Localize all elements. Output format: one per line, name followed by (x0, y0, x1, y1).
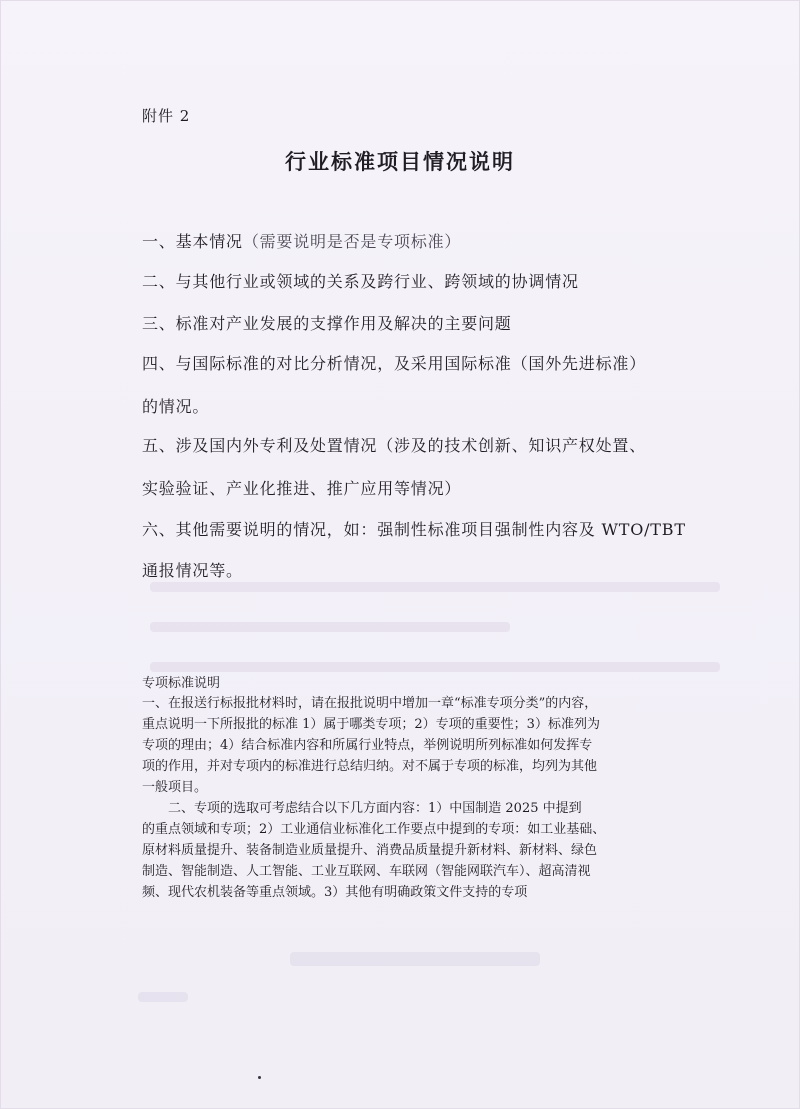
section-other-line-1: 六、其他需要说明的情况，如：强制性标准项目强制性内容及 WTO/TBT (142, 520, 686, 539)
notes-paragraph-1 (142, 693, 682, 798)
note-line: 专项的理由；4）结合标准内容和所属行业特点，举例说明所列标准如何发挥专 (142, 738, 593, 753)
section-label: 一、基本情况 (142, 232, 243, 251)
show-through-line (150, 662, 720, 672)
show-through-line (150, 582, 720, 592)
note-line: 项的作用，并对专项内的标准进行总结归纳。对不属于专项的标准，均列为其他 (142, 759, 598, 774)
section-note: （需要说明是否是专项标准） (242, 232, 462, 251)
section-basic-info (142, 232, 702, 252)
show-through-line (150, 622, 510, 632)
section-international-line-1: 四、与国际标准的对比分析情况，及采用国际标准（国外先进标准） (142, 354, 647, 373)
section-patents-line-1: 五、涉及国内外专利及处置情况（涉及的技术创新、知识产权处置、 (142, 436, 647, 455)
note-line: 重点说明一下所报批的标准 1）属于哪类专项；2）专项的重要性；3）标准列为 (142, 717, 600, 732)
section-relations: 二、与其他行业或领域的关系及跨行业、跨领域的协调情况 (142, 272, 579, 291)
note-line: 制造、智能制造、人工智能、工业互联网、车联网（智能网联汽车）、超高清视 (142, 864, 591, 879)
scan-speck (258, 1076, 261, 1079)
section-other-line-2: 通报情况等。 (142, 561, 243, 580)
page-title: 行业标准项目情况说明 (285, 149, 515, 174)
note-line: 原材料质量提升、装备制造业质量提升、消费品质量提升新材料、新材料、绿色 (142, 843, 598, 858)
note-line: 二、专项的选取可考虑结合以下几方面内容：1）中国制造 2025 中提到 (142, 801, 582, 816)
notes-title: 专项标准说明 (142, 676, 221, 691)
section-industry-support: 三、标准对产业发展的支撑作用及解决的主要问题 (142, 314, 512, 333)
show-through-line (138, 992, 188, 1002)
show-through-line (290, 952, 540, 966)
attachment-label: 附件 2 (142, 107, 191, 125)
section-patents-line-2: 实验验证、产业化推进、推广应用等情况） (142, 479, 462, 498)
notes-paragraph-2 (142, 798, 682, 903)
note-line: 的重点领域和专项；2）工业通信业标准化工作要点中提到的专项：如工业基础、 (142, 822, 606, 837)
note-line: 频、现代农机装备等重点领域。3）其他有明确政策文件支持的专项 (142, 885, 528, 900)
note-line: 一、在报送行标报批材料时，请在报批说明中增加一章“标准专项分类”的内容， (142, 696, 598, 711)
section-international-line-2: 的情况。 (142, 397, 210, 416)
note-line: 一般项目。 (142, 780, 208, 795)
